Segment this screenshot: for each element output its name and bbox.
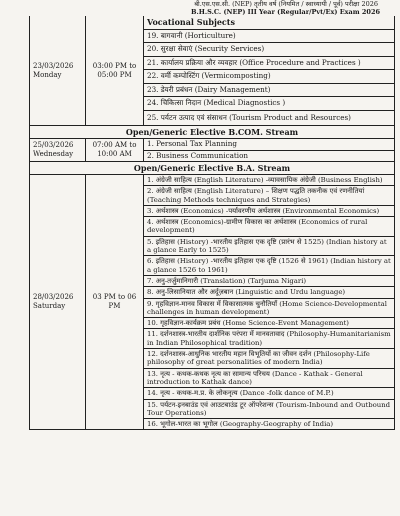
time-cell — [86, 16, 144, 125]
exam-time-end: 10:00 AM — [97, 150, 132, 158]
subject-item: 11. दर्शनशास्त्र-भारतीय दार्शनिक परंपरा में मानवतावाद (Philosophy-Humanitarianism in Indian Philosophical tradition) — [144, 329, 394, 349]
exam-day: Wednesday — [33, 150, 74, 158]
exam-date: 25/03/2026 — [33, 141, 74, 149]
subject-item: 8. अनु-लिसानियात और अर्दूज़बान (Linguistic and Urdu language) — [144, 287, 394, 298]
subject-item: 2. Business Communication — [147, 150, 249, 160]
subject-item: 23. डेयरी प्रबंधन (Dairy Management) — [144, 84, 394, 98]
subject-item: 1. Personal Tax Planning — [144, 139, 394, 151]
exam-time-start: 07:00 AM to — [92, 141, 137, 149]
schedule-row-arts — [30, 174, 394, 429]
exam-date: 28/03/2026 — [33, 293, 74, 302]
header-english: B.H.S.C. (NEP) III Year (Regular/Pvt/Ex) Exam 2026 — [190, 8, 380, 16]
section-title: Vocational Subjects — [144, 16, 394, 30]
date-cell — [30, 175, 86, 429]
subject-item: 25. पर्यटन उत्पाद एवं संसाधन (Tourism Product and Resources) — [147, 112, 351, 122]
exam-day: Saturday — [33, 302, 66, 311]
subject-item: 15. पर्यटन-इनबाउंड एवं आउटबाउंड टूर ऑपरेशन्स (Tourism-Inbound and Outbound Tour Operations) — [144, 400, 394, 420]
subject-item: 4. अर्थशास्त्र (Economics)-ग्रामीण विकास का अर्थशास्त्र (Economics of rural development) — [144, 217, 394, 237]
subject-item: 7. अनु-तर्जुमानिगारी (Translation) (Tarjuma Nigari) — [144, 276, 394, 287]
date-cell — [30, 139, 86, 161]
subject-item: 14. नृत्य - कथक-म.प्र. के लोकनृत्य (Dance -folk dance of M.P.) — [144, 388, 394, 399]
exam-day: Monday — [33, 70, 62, 79]
time-cell — [86, 139, 144, 161]
exam-time-end: 05:00 PM — [97, 70, 132, 79]
schedule-table — [29, 16, 395, 430]
exam-time: 03 PM to 06 PM — [92, 293, 137, 311]
subjects-cell — [144, 175, 394, 429]
subject-item: 20. सुरक्षा सेवाएं (Security Services) — [144, 43, 394, 57]
subject-item: 1. अंग्रेजी साहित्य (English Literature) -व्यावसायिक अंग्रेजी (Business English) — [144, 175, 394, 186]
stream-heading-commerce: Open/Generic Elective B.COM. Stream — [30, 125, 394, 138]
exam-time-start: 03:00 PM to — [92, 61, 137, 70]
subject-item: 9. गृहविज्ञान-मानव विकास में विकासात्मक चुनौतियाँ (Home Science-Developmental challenges in human development) — [144, 299, 394, 319]
subject-item: 10. गृहविज्ञान-कार्यक्रम प्रबंध (Home Science-Event Management) — [144, 318, 394, 329]
exam-date: 23/03/2026 — [33, 61, 74, 70]
schedule-row-commerce — [30, 138, 394, 161]
subject-item: 21. कार्यालय प्रक्रिया और व्यवहार (Office Procedure and Practices ) — [144, 57, 394, 71]
subject-item: 5. इतिहास (History) -भारतीय इतिहास एक दृष्टि (प्रारंभ से 1525) (Indian history at a glance Early to 1525) — [144, 237, 394, 257]
subject-item: 24. चिकित्सा निदान (Medical Diagnostics ) — [144, 97, 394, 111]
time-cell — [86, 175, 144, 429]
subject-item: 6. इतिहास (History) -भारतीय इतिहास एक दृष्टि (1526 से 1961) (Indian history at a glance 1526 to 1961) — [144, 256, 394, 276]
header-hindi: बी.एस.एस.सी. (NEP) तृतीय वर्ष (नियमित / स्वाध्यायी / पूर्व) परीक्षा 2026 — [194, 0, 378, 8]
subject-item: 2. अंग्रेजी साहित्य (English Literature) – शिक्षण पद्धति तकनीक एवं रणनीतियां (Teaching Methods techniques and Strategies) — [144, 186, 394, 206]
schedule-row-vocational — [30, 16, 394, 125]
subject-item: 22. वर्मी कम्पोस्टिंग (Vermicomposting) — [144, 70, 394, 84]
subjects-cell — [144, 139, 394, 161]
subject-item: 16. भूगोल-भारत का भूगोल (Geography-Geography of India) — [147, 420, 334, 429]
stream-heading-arts: Open/Generic Elective B.A. Stream — [30, 161, 394, 174]
subject-item: 3. अर्थशास्त्र (Economics) -पर्यावरणीय अर्थशास्त्र (Environmental Economics) — [144, 206, 394, 217]
subject-item: 13. नृत्य - कथक-कथक नृत्य का सामान्य परिचय (Dance - Kathak - General introduction to Kathak dance) — [144, 369, 394, 389]
subjects-cell — [144, 16, 394, 125]
date-cell — [30, 16, 86, 125]
subject-item: 12. दर्शनशास्त्र-आधुनिक भारतीय महान विभूतियों का जीवन दर्शन (Philosophy-Life philosophy of great personalities of modern India) — [144, 349, 394, 369]
subject-item: 19. बागवानी (Horticulture) — [144, 30, 394, 44]
